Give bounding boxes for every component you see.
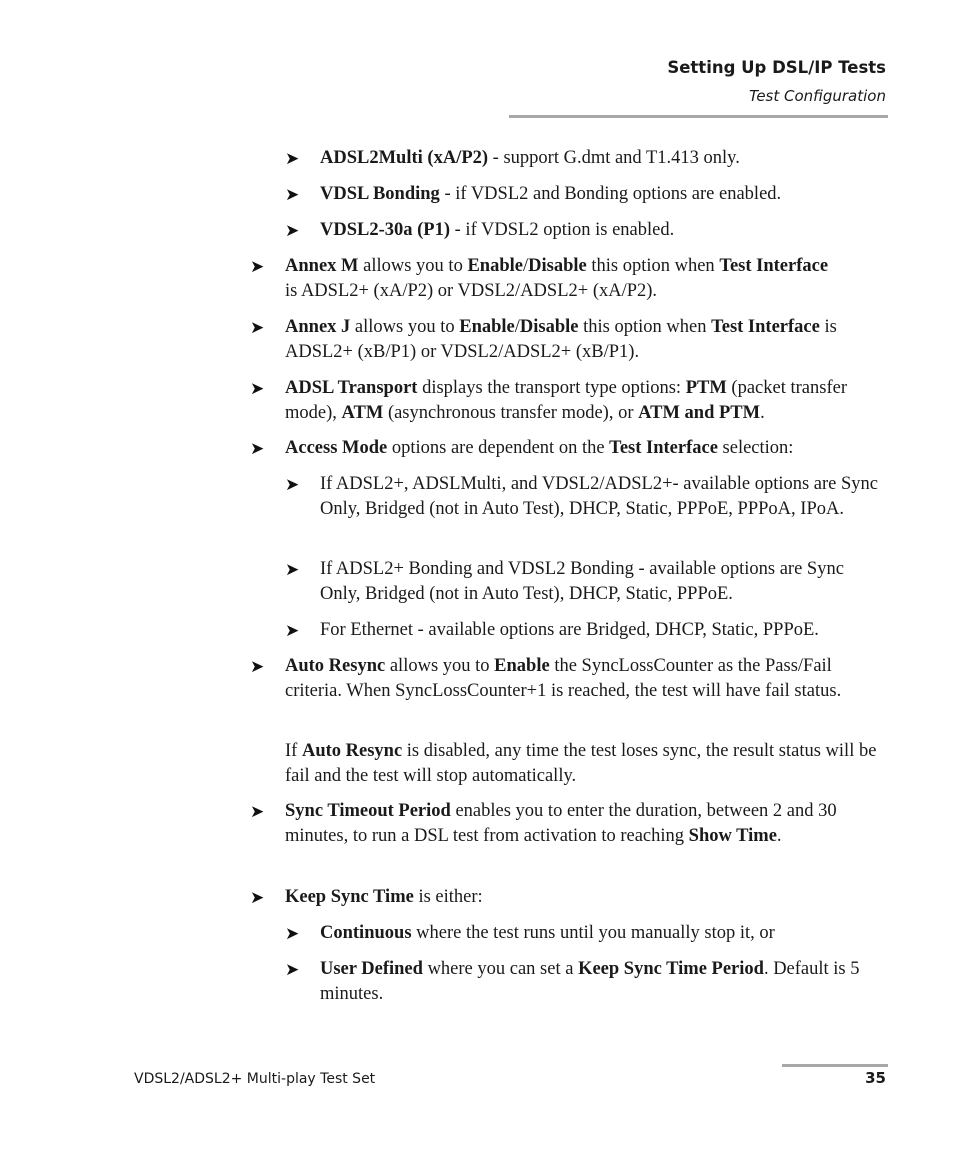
text: If ADSL2+, ADSLMulti, and VDSL2/ADSL2+- available options are Sync Only, Bridged (not in Auto Test), DHCP, Static, PPPoE, PPPoA, IPoA. [320,474,879,519]
text: is disabled, any time the test loses sync, the result status will be fail and the test will stop automatically. [285,741,877,786]
footer-rule [782,1064,888,1067]
list-item-adsl2multi [285,146,895,171]
bullet-arrow-icon: ➤ [250,318,265,337]
term: ADSL Transport [285,378,418,398]
term: ATM and PTM [638,402,761,423]
text: displays the transport type options: [417,378,686,398]
text: the SyncLossCounter as the Pass/Fail criteria. When SyncLossCounter+1 is reached, the test will have fail status. [285,656,842,701]
bullet-arrow-icon: ➤ [285,475,300,494]
term: Test Interface [711,317,820,337]
text: this option when [578,317,712,337]
text: - if VDSL2 option is enabled. [450,220,675,240]
list-item-adsl-transport [250,376,895,425]
list-item-vdsl-bonding [285,182,895,207]
term: Enable [467,256,523,276]
bullet-arrow-icon: ➤ [285,924,300,943]
page-number: 35 [865,1069,886,1087]
list-item-vdsl2-30a [285,218,895,243]
term: Keep Sync Time [285,887,414,907]
list-item-sync-timeout [250,799,850,848]
list-item-auto-resync [250,654,865,703]
term: Enable [494,656,550,676]
header-rule [509,115,888,118]
term: Annex M [285,256,359,276]
text: . [760,402,765,423]
term: ADSL2Multi (xA/P2) [320,148,489,168]
text: allows you to [358,256,468,276]
list-item-annex-m [250,254,830,303]
text: - support G.dmt and T1.413 only. [488,148,740,168]
list-item-access-sub2 [285,557,865,606]
text: options are dependent on the [387,438,610,458]
text: allows you to [385,656,495,676]
term: Test Interface [719,256,829,276]
text: this option when [586,256,720,276]
text: is ADSL2+ (xB/P1) or VDSL2/ADSL2+ (xB/P1). [285,317,837,362]
term: Sync Timeout Period [285,801,451,821]
bullet-arrow-icon: ➤ [285,149,300,168]
bullet-arrow-icon: ➤ [250,657,265,676]
text: (packet transfer mode), [285,378,847,423]
term: Disable [528,256,587,276]
text: allows you to [350,317,460,337]
bullet-arrow-icon: ➤ [285,185,300,204]
bullet-arrow-icon: ➤ [250,439,265,458]
term: Test Interface [609,438,718,458]
bullet-arrow-icon: ➤ [250,802,265,821]
list-item-access-sub3 [285,618,895,643]
text: (asynchronous transfer mode), or [383,402,639,423]
term: Show Time [688,825,777,846]
paragraph-auto-resync-note [285,739,895,788]
list-item-access-mode [250,436,895,461]
text: where the test runs until you manually stop it, or [411,923,775,943]
text: selection: [717,438,794,458]
text: is either: [413,887,483,907]
list-item-annex-j [250,315,895,364]
header-subtitle: Test Configuration [749,87,886,105]
bullet-arrow-icon: ➤ [285,221,300,240]
list-item-keep-sync-time [250,885,895,910]
text: where you can set a [422,959,579,979]
text: If ADSL2+ Bonding and VDSL2 Bonding - available options are Sync Only, Bridged (not in Auto Test), DHCP, Static, PPPoE. [320,559,844,604]
term: User Defined [320,959,423,979]
text: / [522,256,529,276]
term: Annex J [285,317,351,337]
bullet-arrow-icon: ➤ [250,257,265,276]
bullet-arrow-icon: ➤ [250,379,265,398]
term: Access Mode [285,438,388,458]
list-item-access-sub1 [285,472,885,521]
bullet-arrow-icon: ➤ [250,888,265,907]
text: - if VDSL2 and Bonding options are enabled. [439,184,782,204]
bullet-arrow-icon: ➤ [285,960,300,979]
text: / [514,317,520,337]
term: Enable [459,317,515,337]
term: Auto Resync [301,741,403,761]
term: PTM [685,378,727,398]
term: ATM [341,402,384,423]
text: If [285,741,302,761]
bullet-arrow-icon: ➤ [285,560,300,579]
term: Keep Sync Time Period [578,959,764,979]
text: . Default is 5 minutes. [320,959,860,1004]
text: is ADSL2+ (xA/P2) or VDSL2/ADSL2+ (xA/P2). [285,280,658,301]
text: enables you to enter the duration, between 2 and 30 minutes, to run a DSL test from activation to reaching [285,801,837,846]
text: . [776,825,782,846]
text: For Ethernet - available options are Bridged, DHCP, Static, PPPoE. [320,620,819,640]
term: Disable [519,317,579,337]
header-title: Setting Up DSL/IP Tests [667,58,886,77]
list-item-user-defined [285,957,895,1006]
term: Auto Resync [285,656,386,676]
term: VDSL Bonding [320,184,440,204]
footer-doc-title: VDSL2/ADSL2+ Multi-play Test Set [134,1071,376,1087]
list-item-continuous [285,921,895,946]
term: Continuous [320,923,412,943]
bullet-arrow-icon: ➤ [285,621,300,640]
term: VDSL2-30a (P1) [320,220,451,240]
